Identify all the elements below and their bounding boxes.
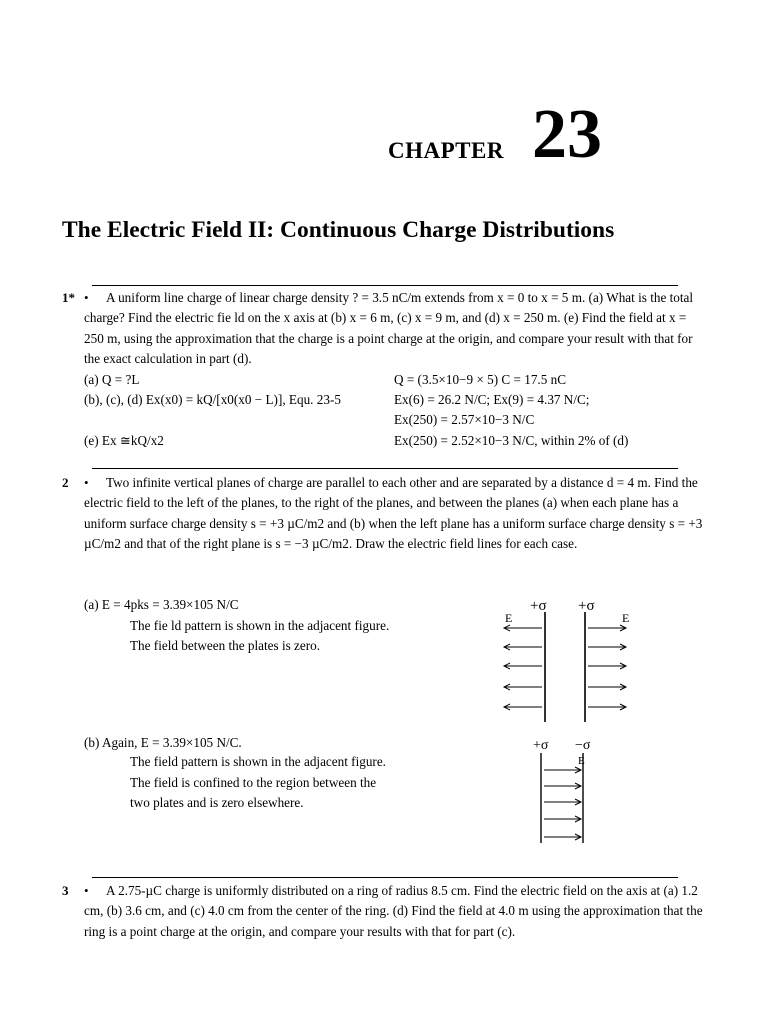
left-field-arrows [504, 625, 542, 710]
solution-a-right: Q = (3.5×10−9 × 5) C = 17.5 nC [394, 372, 566, 387]
solution-e-left: (e) Ex ≅kQ/x2 [84, 433, 164, 448]
chapter-number: 23 [532, 96, 602, 173]
solution-b-line-4: two plates and is zero elsewhere. [130, 795, 304, 810]
chapter-title: The Electric Field II: Continuous Charge Distributions [62, 217, 615, 243]
difficulty-bullet: • [84, 883, 89, 898]
problem-number: 1* [62, 290, 75, 305]
field-figure-b [525, 733, 615, 845]
problem-number: 3 [62, 883, 69, 898]
solution-bcd-right-2: Ex(250) = 2.57×10−3 N/C [394, 412, 535, 427]
separator-rule [92, 877, 678, 878]
field-label: E [578, 755, 585, 767]
problem-text: A 2.75-µC charge is uniformly distributed on a ring of radius 8.5 cm. Find the electric field on the axis at (a) 1.2 cm, (b) 3.6 cm, and (c) 4.0 cm from the center of the ring. (d) Find the field at 4.0 m using the approximation that the ring is a point charge at the origin, and compare your results with that for part (c). [84, 883, 703, 939]
separator-rule [92, 468, 678, 469]
solution-a-line-3: The field between the plates is zero. [130, 638, 321, 653]
problem-number: 2 [62, 475, 69, 490]
charge-label-right: −σ [575, 738, 591, 753]
solution-bcd-left: (b), (c), (d) Ex(x0) = kQ/[x0(x0 − L)], Equ. 23-5 [84, 392, 341, 407]
charge-label-right: +σ [578, 598, 595, 614]
difficulty-bullet: • [84, 475, 89, 490]
solution-b-line-1: (b) Again, E = 3.39×105 N/C. [84, 735, 242, 750]
solution-a-left: (a) Q = ?L [84, 372, 140, 387]
right-field-arrows [588, 625, 626, 710]
chapter-label: CHAPTER [388, 138, 504, 163]
solution-b-line-3: The field is confined to the region between the [130, 775, 377, 790]
field-label-right: E [622, 611, 630, 625]
solution-b-line-2: The field pattern is shown in the adjacent figure. [130, 754, 386, 769]
problem-text: Two infinite vertical planes of charge are parallel to each other and are separated by a distance d = 4 m. Find the electric field to the left of the planes, to the right of the planes, and between the planes (a) when each plane has a uniform surface charge density s = +3 µC/m2 and (b) when the left plane has a uniform surface charge density s = +3 µC/m2 and that of the right plane is s = −3 µC/m2. Draw the electric field lines for each case. [84, 475, 703, 551]
field-label-left: E [505, 611, 513, 625]
charge-label-left: +σ [530, 598, 547, 614]
solution-e-right: Ex(250) = 2.52×10−3 N/C, within 2% of (d) [394, 433, 629, 448]
separator-rule [92, 285, 678, 286]
field-figure-a [490, 592, 650, 724]
between-field-arrows [544, 767, 581, 840]
solution-a-line-1: (a) E = 4pks = 3.39×105 N/C [84, 597, 239, 612]
solution-a-line-2: The fie ld pattern is shown in the adjacent figure. [130, 618, 390, 633]
difficulty-bullet: • [84, 290, 89, 305]
charge-label-left: +σ [533, 738, 549, 753]
problem-text: A uniform line charge of linear charge density ? = 3.5 nC/m extends from x = 0 to x = 5 m. (a) What is the total charge? Find the electric fie ld on the x axis at (b) x = 6 m, (c) x = 9 m, and (d) x = 250 m. (e) Find the field at x = 250 m, using the approximation that the charge is a point charge at the origin, and compare your result with that for the exact calculation in part (d). [84, 290, 694, 366]
solution-bcd-right: Ex(6) = 26.2 N/C; Ex(9) = 4.37 N/C; [394, 392, 590, 407]
